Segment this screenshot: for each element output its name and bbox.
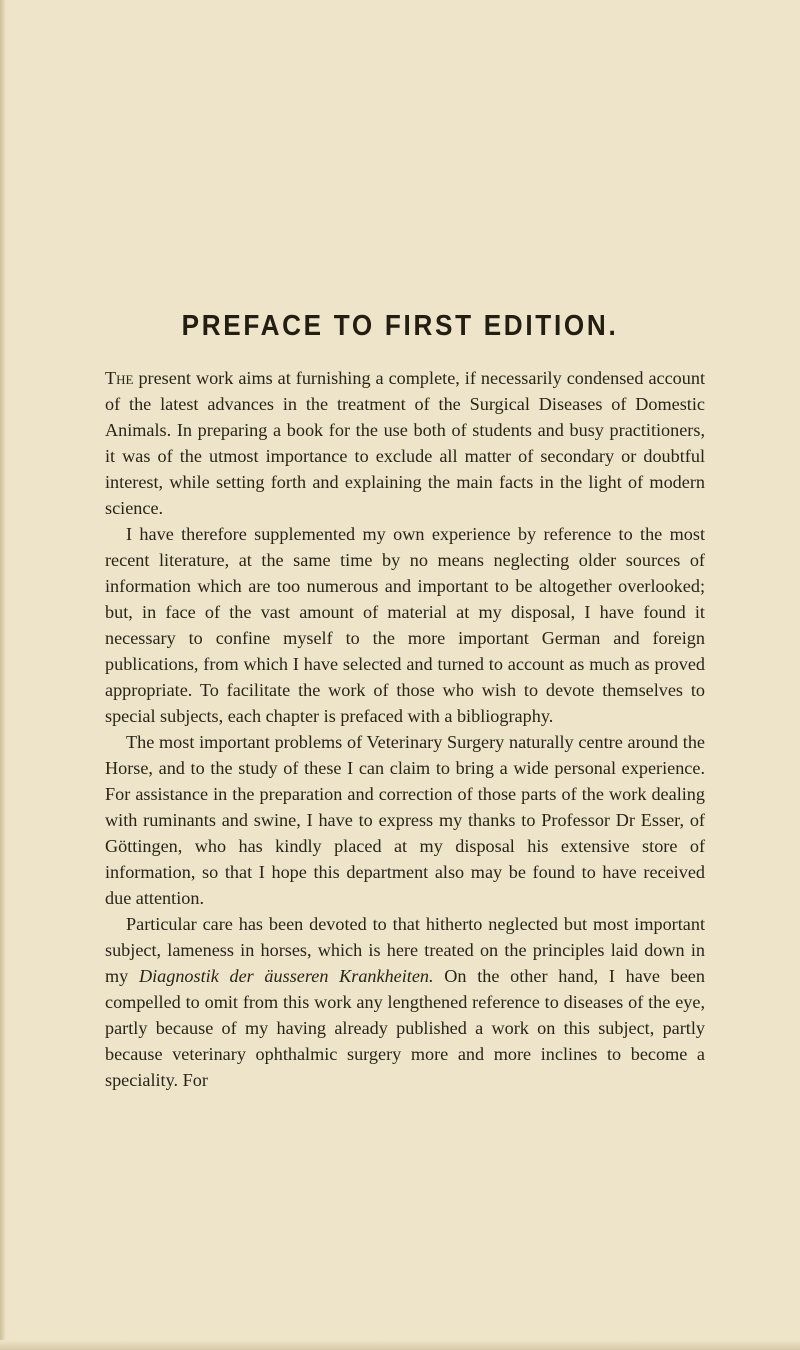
- paragraph-1: [105, 365, 705, 521]
- paragraph-1-text: present work aims at furnishing a complete, if necessarily condensed account of the latest advances in the treatment of the Surgical Diseases of Domestic Animals. In preparing a book for the use both of students and busy practitioners, it was of the utmost importance to exclude all matter of secondary or doubtful interest, while setting forth and explaining the main facts in the light of modern science.: [105, 368, 705, 518]
- preface-heading: PREFACE TO FIRST EDITION.: [181, 310, 619, 342]
- paragraph-3: The most important problems of Veterinary Surgery naturally centre around the Horse, and to the study of these I can claim to bring a wide personal experience. For assistance in the preparation and correction of those parts of the work dealing with ruminants and swine, I have to express my thanks to Professor Dr Esser, of Göttingen, who has kindly placed at my disposal his extensive store of information, so that I hope this department also may be found to have received due attention.: [105, 732, 705, 908]
- paragraph-4-text-after: On the other hand, I have been compelled to omit from this work any lengthened reference to diseases of the eye, partly because of my having already published a work on this subject, partly because veterinary ophthalmic surgery more and more inclines to become a speciality. For: [105, 966, 705, 1090]
- preface-body: [105, 365, 705, 1093]
- page-edge-bottom: [0, 1340, 800, 1350]
- paragraph-1-lead: The: [105, 368, 134, 388]
- paragraph-4-text-before: Particular care has been devoted to that hitherto neglected but most important subject, lameness in horses, which is here treated on the principles laid down in my: [105, 914, 705, 986]
- book-title-reference: Diagnostik der äusseren Krankheiten.: [138, 966, 434, 986]
- paragraph-2: I have therefore supplemented my own experience by reference to the most recent literature, at the same time by no means neglecting older sources of information which are too numerous and important to be altogether overlooked; but, in face of the vast amount of material at my disposal, I have found it necessary to confine myself to the more important German and foreign publications, from which I have selected and turned to account as much as proved appropriate. To facilitate the work of those who wish to devote themselves to special subjects, each chapter is prefaced with a bibliography.: [105, 524, 705, 726]
- paragraph-4: [105, 911, 705, 1093]
- page-edge-left: [0, 0, 6, 1350]
